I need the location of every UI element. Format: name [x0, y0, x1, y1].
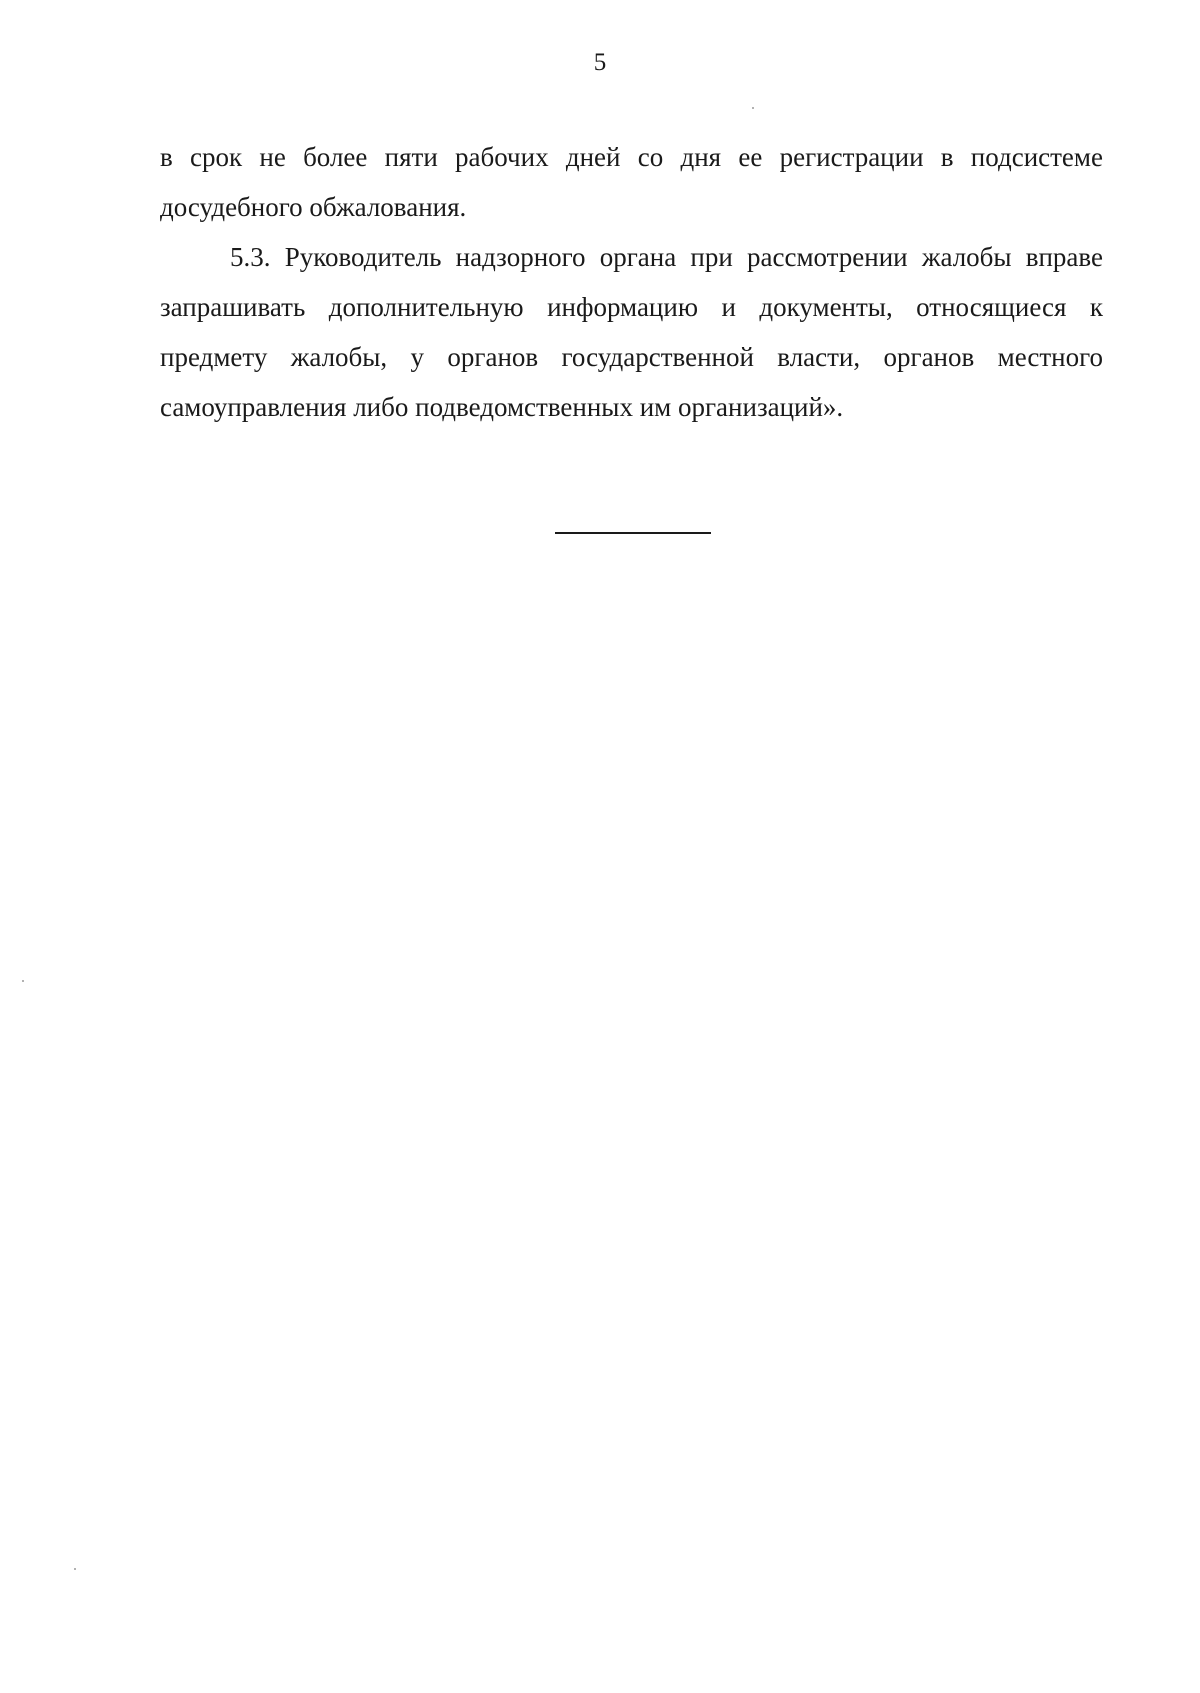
scan-speck [752, 107, 754, 109]
page-number: 5 [593, 49, 607, 76]
end-of-document-rule [555, 532, 711, 534]
scan-speck [74, 1568, 76, 1570]
paragraph-continuation: в срок не более пяти рабочих дней со дня ее регистрации в подсистеме досудебного обжалования. [160, 142, 1103, 222]
paragraph-5-3: 5.3. Руководитель надзорного органа при рассмотрении жалобы вправе запрашивать дополнительную информацию и документы, относящиеся к предмету жалобы, у органов государственной власти, органов местного самоуправления либо подведомственных им организаций». [160, 242, 1103, 422]
document-body [160, 132, 1103, 432]
scan-speck [22, 980, 24, 982]
